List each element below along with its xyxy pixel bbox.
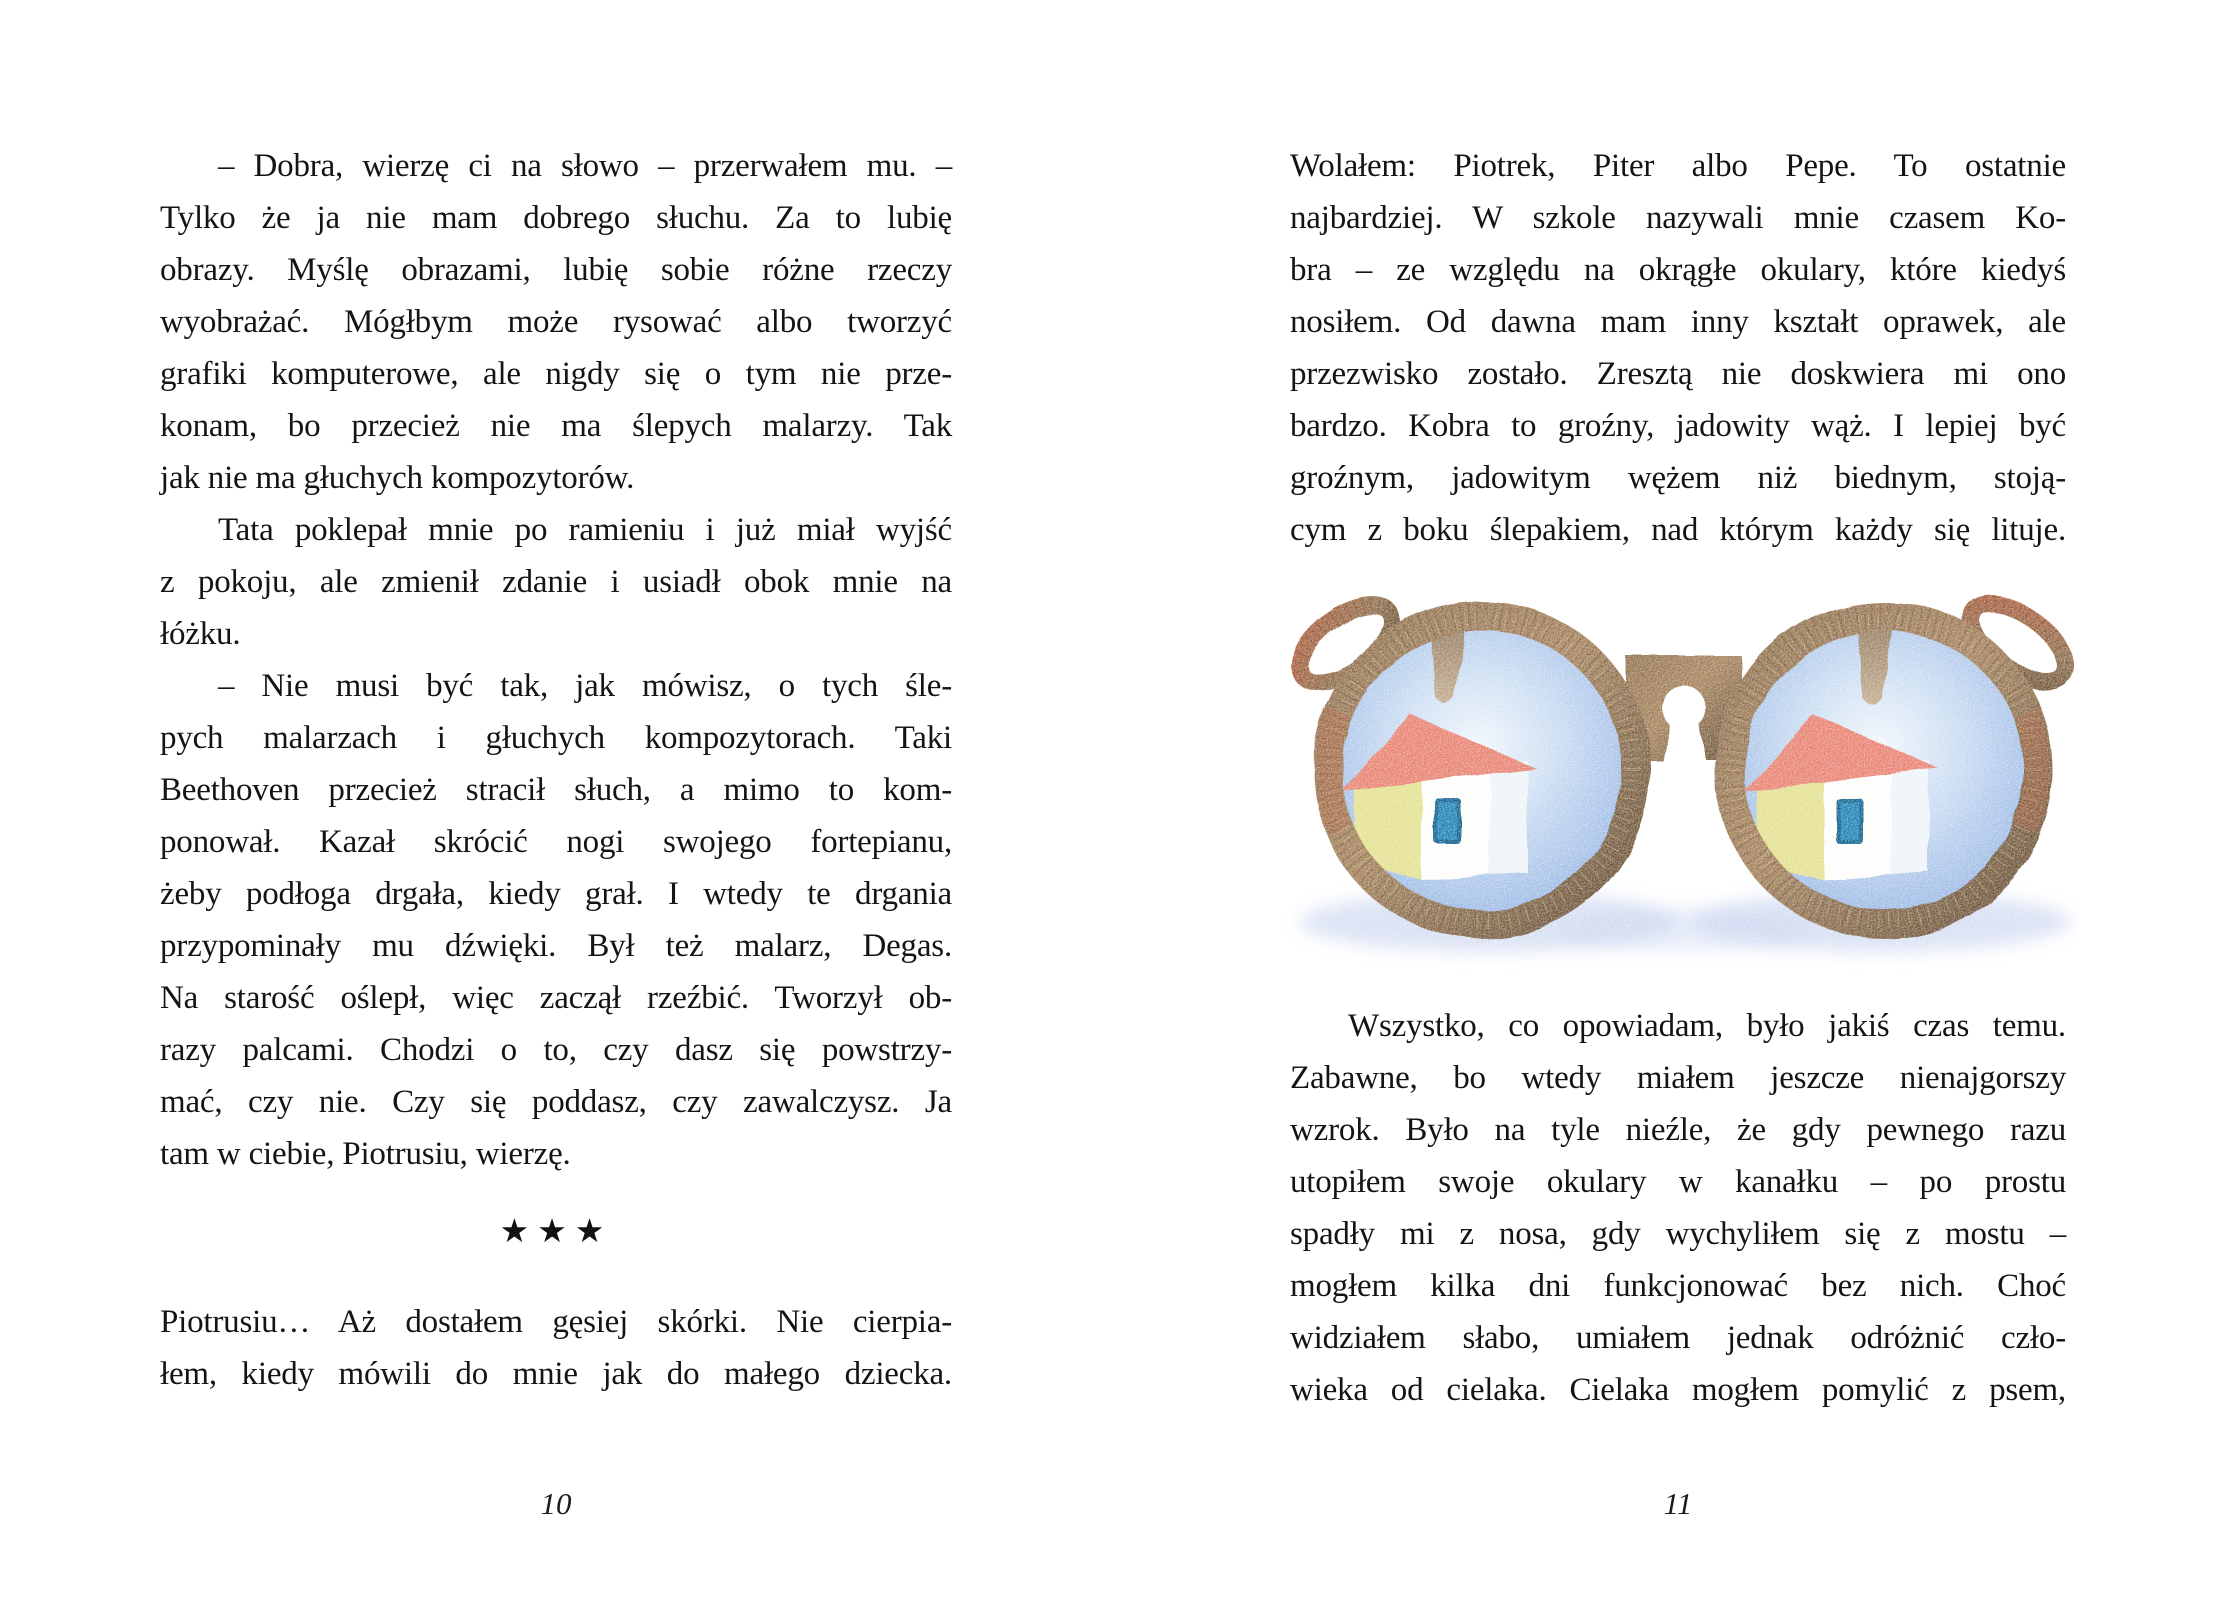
text-line: bra – ze względu na okrągłe okulary, które kiedyś [1290,252,2066,288]
text-line: konam, bo przecież nie ma ślepych malarzy. Tak [160,408,952,444]
text-line: utopiłem swoje okulary w kanałku – po prostu [1290,1164,2066,1200]
crayon-grain-texture [1280,580,2080,980]
paragraph [160,504,952,660]
text-line: – Dobra, wierzę ci na słowo – przerwałem mu. – [218,148,952,184]
text-line: – Nie musi być tak, jak mówisz, o tych śle- [218,668,952,704]
text-line: jak nie ma głuchych kompozytorów. [160,460,635,496]
text-line: nosiłem. Od dawna mam inny kształt oprawek, ale [1290,304,2066,340]
paragraph [160,660,952,1180]
text-line: Tata poklepał mnie po ramieniu i już miał wyjść [218,512,952,548]
text-line: grafiki komputerowe, ale nigdy się o tym nie prze- [160,356,952,392]
text-line: mogłem kilka dni funkcjonować bez nich. Choć [1290,1268,2066,1304]
text-line: Zabawne, bo wtedy miałem jeszcze nienajgorszy [1290,1060,2066,1096]
text-line: wzrok. Było na tyle nieźle, że gdy pewnego razu [1290,1112,2066,1148]
text-line: razy palcami. Chodzi o to, czy dasz się powstrzy- [160,1032,952,1068]
text-line: spadły mi z nosa, gdy wychyliłem się z mostu – [1290,1216,2066,1252]
text-line: Piotrusiu… Aż dostałem gęsiej skórki. Nie cierpia- [160,1304,952,1340]
text-line: widziałem słabo, umiałem jednak odróżnić czło- [1290,1320,2066,1356]
paragraph [160,1296,952,1400]
text-line: Beethoven przecież stracił słuch, a mimo to kom- [160,772,952,808]
section-separator: ★★★ [499,1211,613,1250]
page-right-text-bottom [1290,1000,2066,1416]
text-line: Wszystko, co opowiadam, było jakiś czas temu. [1348,1008,2066,1044]
text-line: cym z boku ślepakiem, nad którym każdy się lituje. [1290,512,2066,548]
text-line: bardzo. Kobra to groźny, jadowity wąż. I lepiej być [1290,408,2066,444]
glasses-illustration [1280,580,2080,980]
text-line: wieka od cielaka. Cielaka mogłem pomylić z psem, [1290,1372,2066,1408]
text-line: Na starość oślepł, więc zaczął rzeźbić. Tworzył ob- [160,980,952,1016]
text-line: z pokoju, ale zmienił zdanie i usiadł obok mnie na [160,564,952,600]
text-line: Wolałem: Piotrek, Piter albo Pepe. To ostatnie [1290,148,2066,184]
page-number-left: 10 [540,1486,572,1521]
text-line: przypominały mu dźwięki. Był też malarz, Degas. [160,928,952,964]
text-line: Tylko że ja nie mam dobrego słuchu. Za to lubię [160,200,952,236]
text-line: mać, czy nie. Czy się poddasz, czy zawalczysz. Ja [160,1084,952,1120]
text-line: najbardziej. W szkole nazywali mnie czasem Ko- [1290,200,2066,236]
text-line: pych malarzach i głuchych kompozytorach. Taki [160,720,952,756]
paragraph [160,140,952,504]
text-line: groźnym, jadowitym wężem niż biednym, stoją- [1290,460,2066,496]
text-line: ponował. Kazał skrócić nogi swojego fortepianu, [160,824,952,860]
page-right-text-top [1290,140,2066,556]
text-line: łem, kiedy mówili do mnie jak do małego dziecka. [160,1356,952,1392]
page-left-text [160,140,952,1180]
text-line: tam w ciebie, Piotrusiu, wierzę. [160,1136,571,1172]
text-line: przezwisko zostało. Zresztą nie doskwiera mi ono [1290,356,2066,392]
text-line: łóżku. [160,616,241,652]
page-number-right: 11 [1663,1486,1693,1521]
text-line: wyobrażać. Mógłbym może rysować albo tworzyć [160,304,952,340]
text-line: żeby podłoga drgała, kiedy grał. I wtedy te drgania [160,876,952,912]
text-line: obrazy. Myślę obrazami, lubię sobie różne rzeczy [160,252,952,288]
